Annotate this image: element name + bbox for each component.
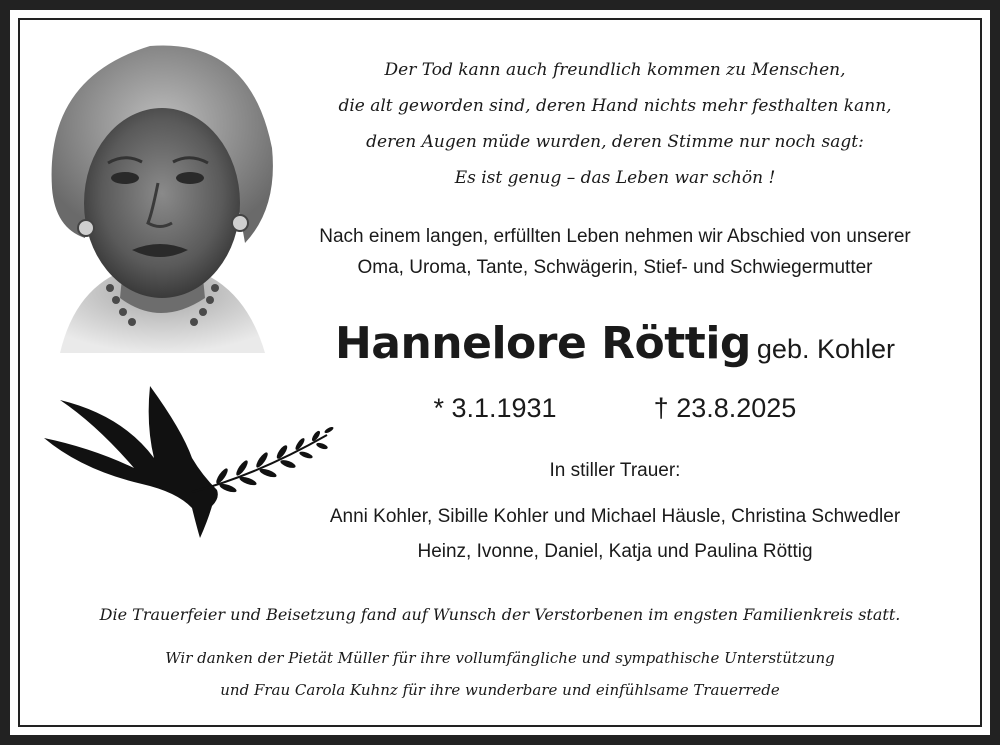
deceased-name: Hannelore Röttig <box>334 318 751 369</box>
mourning-heading: In stiller Trauer: <box>549 460 681 481</box>
death-date: † 23.8.2025 <box>653 393 797 423</box>
poem-line-2: die alt geworden sind, deren Hand nichts mehr festhalten kann, <box>338 96 892 116</box>
thanks-line-2: und Frau Carola Kuhnz für ihre wunderbare und einfühlsame Trauerrede <box>220 681 780 699</box>
poem-line-1: Der Tod kann auch freundlich kommen zu Menschen, <box>384 60 846 80</box>
intro-line-2: Oma, Uroma, Tante, Schwägerin, Stief- und Schwiegermutter <box>357 257 873 278</box>
portrait-photo <box>40 38 280 353</box>
mourners-line-2: Heinz, Ivonne, Daniel, Katja und Paulina Röttig <box>417 541 813 562</box>
intro-line-1: Nach einem langen, erfüllten Leben nehmen wir Abschied von unserer <box>319 226 911 247</box>
maiden-name: geb. Kohler <box>756 334 896 364</box>
birth-date: * 3.1.1931 <box>433 393 557 423</box>
thanks-line-1: Wir danken der Pietät Müller für ihre vollumfängliche und sympathische Unterstützung <box>165 649 835 667</box>
poem-line-4: Es ist genug – das Leben war schön ! <box>454 168 776 188</box>
mourners-line-1: Anni Kohler, Sibille Kohler und Michael Häusle, Christina Schwedler <box>329 506 901 527</box>
poem-line-3: deren Augen müde wurden, deren Stimme nur noch sagt: <box>366 132 864 152</box>
funeral-note: Die Trauerfeier und Beisetzung fand auf Wunsch der Verstorbenen im engsten Familienkreis statt. <box>99 605 901 624</box>
deceased-name-line <box>265 318 965 378</box>
